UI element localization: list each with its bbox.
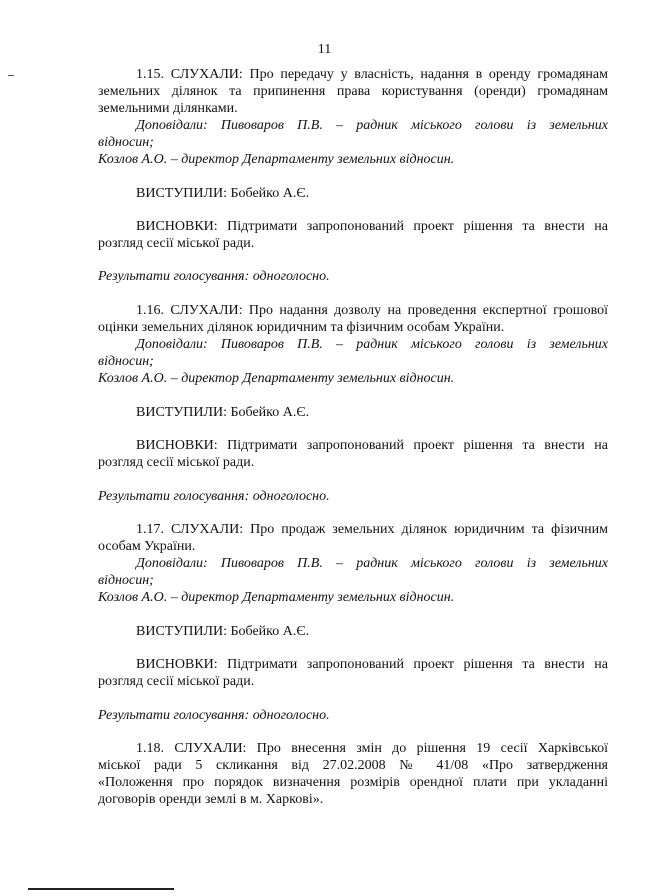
s116-reporter-1: Доповідали: Пивоваров П.В. – радник міського голови із земельних <box>136 337 608 352</box>
s116-vote-result: Результати голосування: одноголосно. <box>98 489 330 504</box>
s117-reporter-2: Козлов А.О. – директор Департаменту земельних відносин. <box>98 590 455 605</box>
page-number: 11 <box>317 42 332 57</box>
s118-heard-line-2: міської ради 5 скликання від 27.02.2008 № 41/08 «Про затвердження <box>98 758 608 773</box>
s116-reporter-2: Козлов А.О. – директор Департаменту земельних відносин. <box>98 371 455 386</box>
scan-mark <box>8 75 14 76</box>
s117-vote-result: Результати голосування: одноголосно. <box>98 708 330 723</box>
s116-spoke: ВИСТУПИЛИ: Бобейко А.Є. <box>136 405 310 420</box>
s118-heard-line-4: договорів оренди землі в м. Харкові». <box>98 792 324 807</box>
s115-vote-result: Результати голосування: одноголосно. <box>98 269 330 284</box>
s116-reporter-1-cont: відносин; <box>98 354 154 369</box>
s115-reporter-1: Доповідали: Пивоваров П.В. – радник міського голови із земельних <box>136 118 608 133</box>
s116-heard-line-1: 1.16. СЛУХАЛИ: Про надання дозволу на проведення експертної грошової <box>136 303 608 318</box>
s117-heard-line-2: особам України. <box>98 539 196 554</box>
s117-spoke: ВИСТУПИЛИ: Бобейко А.Є. <box>136 624 310 639</box>
s115-conclusion-1: ВИСНОВКИ: Підтримати запропонований проект рішення та внести на <box>136 219 608 234</box>
s115-heard-line-2: земельних ділянок та припинення права користування (оренди) громадянам <box>98 84 608 99</box>
s117-reporter-1: Доповідали: Пивоваров П.В. – радник міського голови із земельних <box>136 556 608 571</box>
s115-reporter-2: Козлов А.О. – директор Департаменту земельних відносин. <box>98 152 455 167</box>
s115-heard-line-3: земельними ділянками. <box>98 101 238 116</box>
s115-spoke: ВИСТУПИЛИ: Бобейко А.Є. <box>136 186 310 201</box>
s115-conclusion-2: розгляд сесії міської ради. <box>98 236 255 251</box>
footer-rule <box>28 888 174 890</box>
s117-conclusion-1: ВИСНОВКИ: Підтримати запропонований проект рішення та внести на <box>136 657 608 672</box>
s117-conclusion-2: розгляд сесії міської ради. <box>98 674 255 689</box>
s115-heard-line-1: 1.15. СЛУХАЛИ: Про передачу у власність, надання в оренду громадянам <box>136 67 608 82</box>
s116-heard-line-2: оцінки земельних ділянок юридичним та фізичним особам України. <box>98 320 505 335</box>
s116-conclusion-2: розгляд сесії міської ради. <box>98 455 255 470</box>
s118-heard-line-3: «Положення про порядок визначення розмірів орендної плати при укладанні <box>98 775 608 790</box>
s118-heard-line-1: 1.18. СЛУХАЛИ: Про внесення змін до рішення 19 сесії Харківської <box>136 741 608 756</box>
s117-heard-line-1: 1.17. СЛУХАЛИ: Про продаж земельних ділянок юридичним та фізичним <box>136 522 608 537</box>
s115-reporter-1-cont: відносин; <box>98 135 154 150</box>
s116-conclusion-1: ВИСНОВКИ: Підтримати запропонований проект рішення та внести на <box>136 438 608 453</box>
s117-reporter-1-cont: відносин; <box>98 573 154 588</box>
